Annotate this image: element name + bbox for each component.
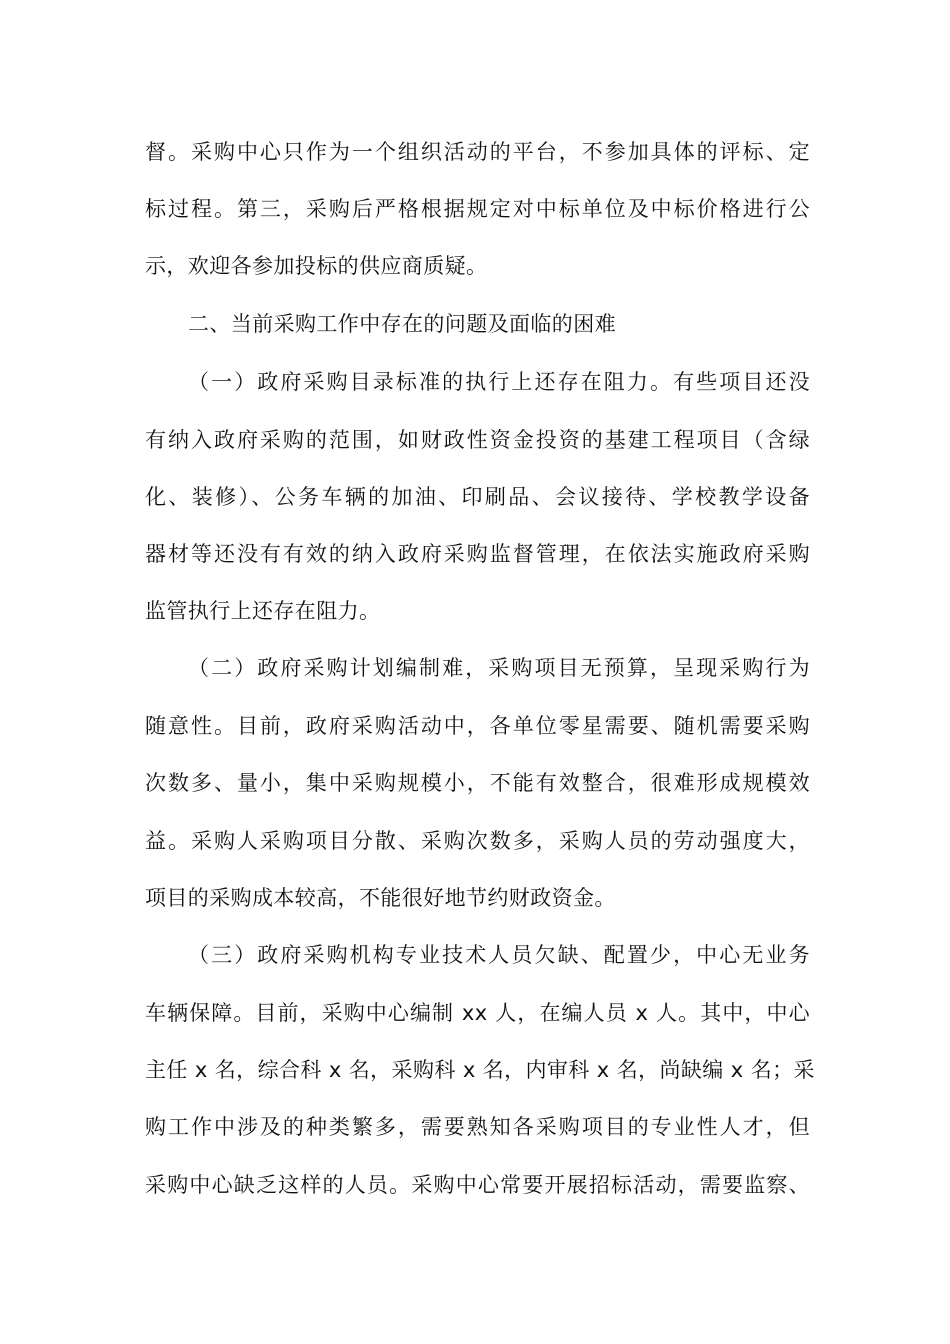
text-line: 益。采购人采购项目分散、采购次数多，采购人员的劳动强度大， [145, 829, 810, 853]
text-line: 标过程。第三，采购后严格根据规定对中标单位及中标价格进行公 [145, 197, 810, 221]
text-line: 有纳入政府采购的范围，如财政性资金投资的基建工程项目（含绿 [145, 428, 810, 452]
text-line: 化、装修）、公务车辆的加油、印刷品、会议接待、学校教学设备 [145, 485, 810, 509]
section-heading: 二、当前采购工作中存在的问题及面临的困难 [188, 312, 616, 336]
text-line: 购工作中涉及的种类繁多，需要熟知各采购项目的专业性人才，但 [145, 1115, 810, 1139]
text-line: 监管执行上还存在阻力。 [145, 599, 381, 623]
text-line: 项目的采购成本较高，不能很好地节约财政资金。 [145, 886, 616, 910]
text-line: 督。采购中心只作为一个组织活动的平台，不参加具体的评标、定 [145, 140, 810, 164]
text-line: 随意性。目前，政府采购活动中，各单位零星需要、随机需要采购 [145, 714, 810, 738]
text-line: 示，欢迎各参加投标的供应商质疑。 [145, 254, 488, 278]
text-line: 车辆保障。目前，采购中心编制 xx 人，在编人员 x 人。其中，中心 [145, 1001, 810, 1025]
text-line: （三）政府采购机构专业技术人员欠缺、配置少，中心无业务 [188, 943, 810, 967]
text-line: （一）政府采购目录标准的执行上还存在阻力。有些项目还没 [188, 370, 810, 394]
text-line: （二）政府采购计划编制难，采购项目无预算，呈现采购行为 [188, 656, 810, 680]
text-line: 次数多、量小，集中采购规模小，不能有效整合，很难形成规模效 [145, 771, 810, 795]
text-line: 器材等还没有有效的纳入政府采购监督管理，在依法实施政府采购 [145, 542, 810, 566]
text-line: 主任 x 名，综合科 x 名，采购科 x 名，内审科 x 名，尚缺编 x 名；采 [145, 1058, 815, 1082]
text-line: 采购中心缺乏这样的人员。采购中心常要开展招标活动，需要监察、 [145, 1173, 810, 1197]
